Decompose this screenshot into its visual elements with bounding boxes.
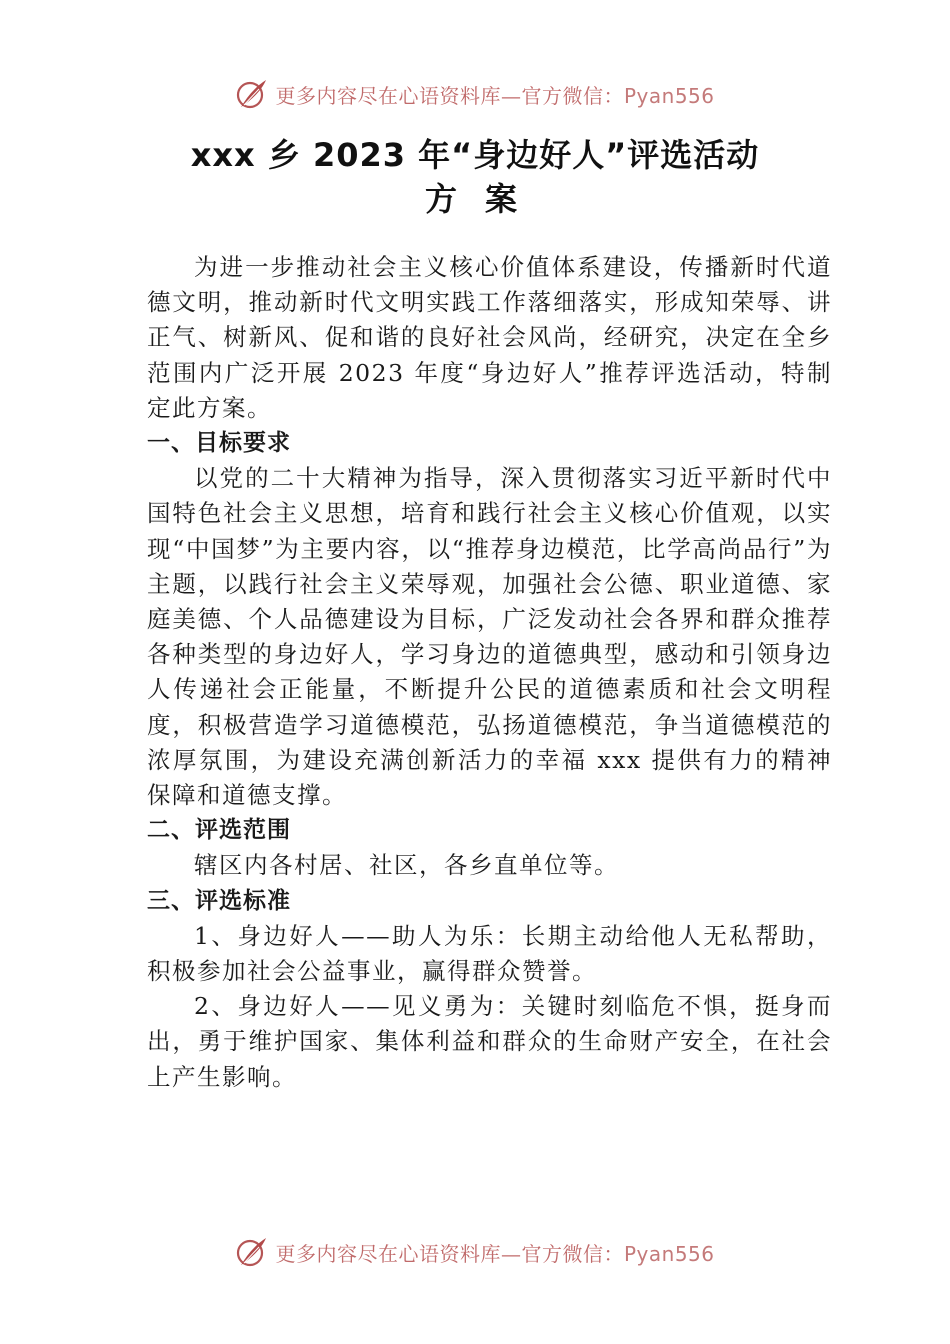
header-watermark-banner [0, 74, 950, 114]
banner-text: 更多内容尽在心语资料库—官方微信： [275, 83, 624, 108]
goals-paragraph: 以党的二十大精神为指导，深入贯彻落实习近平新时代中国特色社会主义思想，培育和践行社会主义核心价值观，以实现“中国梦”为主要内容，以“推荐身边模范，比学高尚品行”为主题，以践行社会主义荣辱观，加强社会公德、职业道德、家庭美德、个人品德建设为目标，广泛发动社会各界和群众推荐各种类型的身边好人，学习身边的道德典型，感动和引领身边人传递社会正能量，不断提升公民的道德素质和社会文明程度，积极营造学习道德模范，弘扬道德模范，争当道德模范的浓厚氛围，为建设充满创新活力的幸福 xxx 提供有力的精神保障和道德支撑。 [147, 464, 832, 810]
criteria-item-1: 1、身边好人——助人为乐：长期主动给他人无私帮助，积极参加社会公益事业，赢得群众赞誉。 [147, 921, 832, 986]
banner-text: 更多内容尽在心语资料库—官方微信： [275, 1241, 624, 1266]
intro-paragraph: 为进一步推动社会主义核心价值体系建设，传播新时代道德文明，推动新时代文明实践工作落细落实，形成知荣辱、讲正气、树新风、促和谐的良好社会风尚，经研究，决定在全乡范围内广泛开展 2023 年度“身边好人”推荐评选活动，特制定此方案。 [147, 253, 832, 422]
quill-logo-icon [235, 77, 269, 111]
footer-watermark-banner [0, 1232, 950, 1272]
banner-wechat-id: Pyan556 [623, 1241, 715, 1266]
scope-paragraph: 辖区内各村居、社区，各乡直单位等。 [194, 851, 619, 880]
document-title: xxx 乡 2023 年“身边好人”评选活动 [190, 136, 760, 174]
banner-wechat-id: Pyan556 [623, 83, 715, 108]
document-body [147, 250, 832, 1095]
document-title-line2: 方案 [424, 180, 545, 218]
criteria-item-2: 2、身边好人——见义勇为：关键时刻临危不惧，挺身而出，勇于维护国家、集体利益和群众的生命财产安全，在社会上产生影响。 [147, 992, 832, 1091]
section-heading-scope: 二、评选范围 [147, 817, 291, 844]
quill-logo-icon [235, 1235, 269, 1269]
section-heading-criteria: 三、评选标准 [147, 887, 291, 914]
section-heading-goals: 一、目标要求 [147, 430, 291, 457]
